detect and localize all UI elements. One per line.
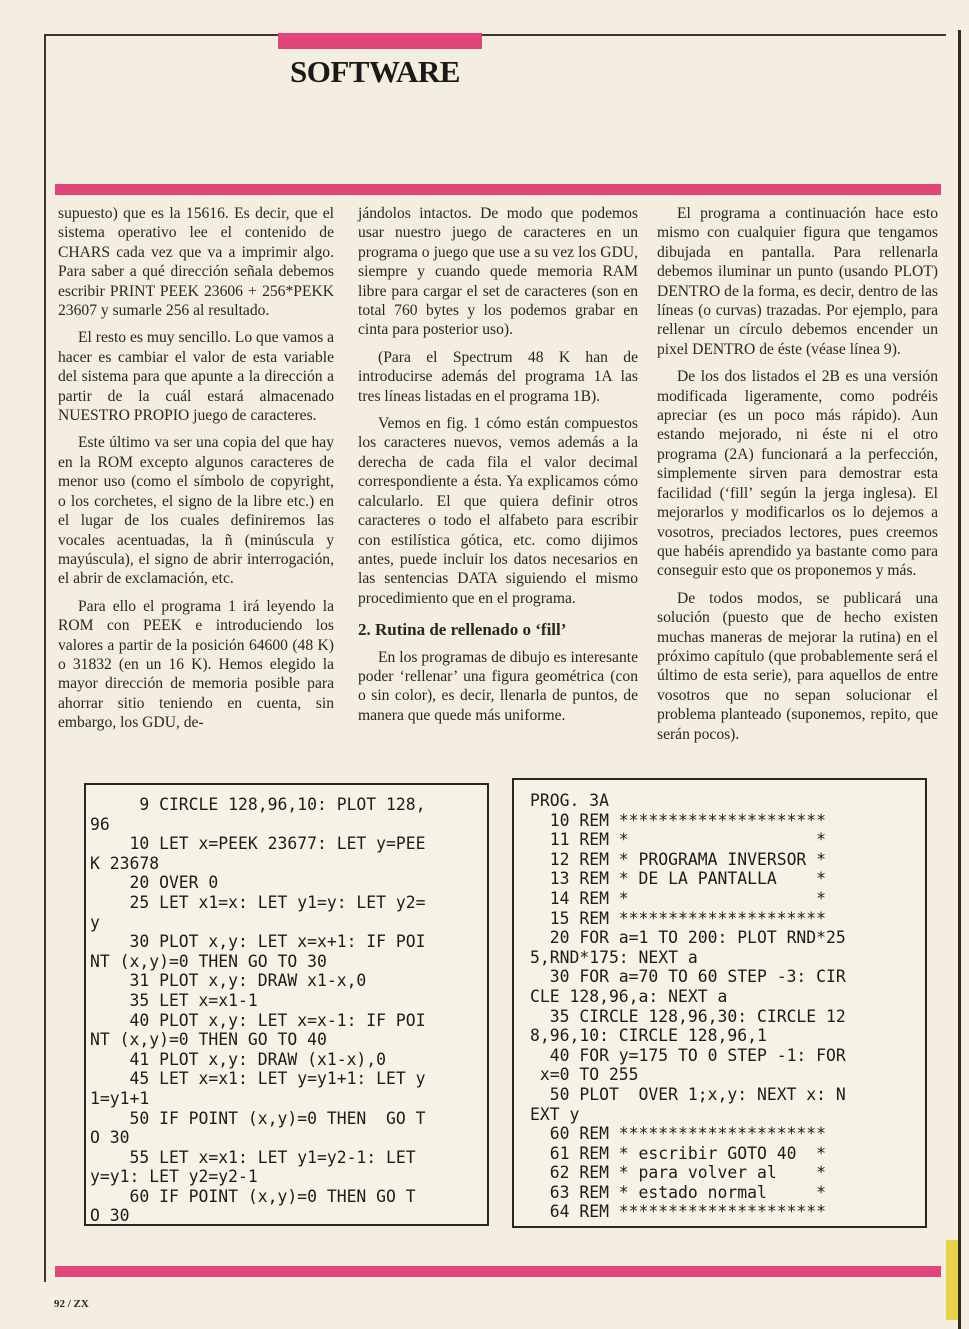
code-line: 20 FOR a=1 TO 200: PLOT RND*25: [530, 928, 846, 948]
code-line: 60 IF POINT (x,y)=0 THEN GO T: [90, 1186, 416, 1206]
code-line: 45 LET x=x1: LET y=y1+1: LET y: [90, 1069, 426, 1089]
code-line: O 30: [90, 1128, 130, 1148]
paragraph: Para ello el programa 1 irá leyendo la ROM con PEEK e introduciendo los valores a partir de la posición 64600 (48 K) o 31832 (en un 16 K). Hemos elegido la mayor dirección de memoria posible para ahorrar sitio teniendo en cuenta, sin embargo, los GDU, de-: [58, 597, 334, 732]
code-line: y=y1: LET y2=y2-1: [90, 1167, 258, 1187]
code-line: 96: [90, 814, 110, 834]
code-line: NT (x,y)=0 THEN GO TO 30: [90, 951, 327, 971]
paragraph: supuesto) que es la 15616. Es decir, que el sistema operativo lee el contenido de CHARS cada vez que va a imprimir algo. Para saber a qué dirección señala debemos escribir PRINT PEEK 23606 + 256*PEKK 23607 y sumarle 256 al resultado.: [58, 205, 334, 320]
page-edge-tab: [946, 1240, 958, 1320]
article-column-1: [58, 204, 334, 741]
code-line: 55 LET x=x1: LET y1=y2-1: LET: [90, 1147, 416, 1167]
paragraph: El programa a continuación hace esto mismo con cualquier figura que tengamos dibujada en pantalla. Para rellenarla debemos iluminar un punto (usando PLOT) DENTRO de la forma, es decir, dentro de las líneas (o curvas) trazadas. Por ejemplo, para rellenar un círculo debemos encender un pixel DENTRO de éste (véase línea 9).: [657, 205, 938, 358]
paragraph: (Para el Spectrum 48 K han de introducirse además del programa 1A las tres líneas listadas en el programa 1B).: [358, 348, 638, 405]
page-number: 92 / ZX: [54, 1298, 89, 1310]
code-line: 11 REM * *: [530, 830, 827, 850]
code-line: EXT y: [530, 1104, 580, 1124]
code-line: PROG. 3A: [530, 791, 609, 810]
frame-left-rule: [44, 34, 46, 1282]
paragraph: El resto es muy sencillo. Lo que vamos a hacer es cambiar el valor de esta variable del sistema para que apunte a la dirección a partir de la cuál estará almacenado NUESTRO PROPIO juego de caracteres.: [58, 329, 334, 425]
code-line: 1=y1+1: [90, 1088, 150, 1108]
code-line: 10 REM *********************: [530, 810, 827, 830]
code-listing-inverter: [512, 778, 927, 1228]
section-title: SOFTWARE: [290, 54, 460, 89]
code-line: 62 REM * para volver al *: [530, 1163, 827, 1183]
code-line: 10 LET x=PEEK 23677: LET y=PEE: [90, 834, 426, 854]
code-line: NT (x,y)=0 THEN GO TO 40: [90, 1030, 327, 1050]
code-line: 13 REM * DE LA PANTALLA *: [530, 869, 827, 889]
code-line: 25 LET x1=x: LET y1=y: LET y2=: [90, 892, 426, 912]
code-line: 35 CIRCLE 128,96,30: CIRCLE 12: [530, 1006, 846, 1026]
code-line: 50 PLOT OVER 1;x,y: NEXT x: N: [530, 1084, 846, 1104]
page-edge: [958, 30, 961, 1329]
top-divider-bar: [55, 184, 941, 195]
code-line: y: [90, 912, 100, 932]
subheading: 2. Rutina de rellenado o ‘fill’: [358, 620, 567, 640]
code-line: 64 REM *********************: [530, 1202, 827, 1222]
code-line: 61 REM * escribir GOTO 40 *: [530, 1143, 827, 1163]
code-line: 40 FOR y=175 TO 0 STEP -1: FOR: [530, 1045, 846, 1065]
code-line: 30 FOR a=70 TO 60 STEP -3: CIR: [530, 967, 846, 987]
code-line: 40 PLOT x,y: LET x=x-1: IF POI: [90, 1010, 426, 1030]
code-line: 9 CIRCLE 128,96,10: PLOT 128,: [90, 795, 426, 814]
code-line: 15 REM *********************: [530, 908, 827, 928]
code-line: K 23678: [90, 853, 160, 873]
paragraph: De todos modos, se publicará una solución (puesto que de hecho existen muchas maneras de mejorar la rutina) en el próximo capítulo (que probablemente será el último de esta serie), para aquellos de entre vosotros que no sepan solucionar el problema planteado (suponemos, repito, que serán pocos).: [657, 589, 938, 743]
code-line: CLE 128,96,a: NEXT a: [530, 986, 728, 1006]
code-line: 5,RND*175: NEXT a: [530, 947, 698, 967]
paragraph: jándolos intactos. De modo que podemos usar nuestro juego de caracteres en un programa o juego que use a su vez los GDU, siempre y cuando quede memoria RAM libre para cargar el set de caracteres (son en total 760 bytes y los podemos grabar en cinta para posterior uso).: [358, 205, 638, 339]
code-line: 20 OVER 0: [90, 873, 219, 893]
code-line: 41 PLOT x,y: DRAW (x1-x),0: [90, 1049, 387, 1069]
code-line: 8,96,10: CIRCLE 128,96,1: [530, 1026, 767, 1046]
article-column-3: [657, 204, 938, 752]
frame-top-rule: [46, 34, 946, 36]
paragraph: Este último va ser una copia del que hay en la ROM excepto algunos caracteres de menor uso (como el símbolo de copyright, o los corchetes, el signo de la libre etc.) en el lugar de los cuales definiremos las vocales acentuadas, la ñ (minúscula y mayúscula), el signo de abrir interrogación, el abrir de exclamación, etc.: [58, 434, 334, 588]
article-column-2: [358, 204, 638, 733]
code-line: O 30: [90, 1206, 130, 1226]
code-listing-fill: [84, 783, 489, 1226]
paragraph: Vemos en fig. 1 cómo están compuestos los caracteres nuevos, vemos además a la derecha de cada fila el valor decimal correspondiente a ésta. Ya explicamos cómo calcularlo. El que quiera definir otros caracteres o todo el alfabeto para escribir con estilística gótica, etc. como dijimos antes, puede incluir los datos necesarios en las sentencias DATA siguiendo el mismo procedimiento que en el programa.: [358, 415, 638, 607]
code-line: 14 REM * *: [530, 888, 827, 908]
code-line: 60 REM *********************: [530, 1124, 827, 1144]
paragraph: En los programas de dibujo es interesante poder ‘rellenar’ una figura geométrica (con o sin color), es decir, llenarla de puntos, de manera que quede más uniforme.: [358, 648, 638, 724]
code-line: x=0 TO 255: [530, 1065, 639, 1085]
code-line: 63 REM * estado normal *: [530, 1182, 827, 1202]
code-line: 35 LET x=x1-1: [90, 990, 258, 1010]
code-line: 50 IF POINT (x,y)=0 THEN GO T: [90, 1108, 426, 1128]
code-line: 12 REM * PROGRAMA INVERSOR *: [530, 849, 827, 869]
code-line: 31 PLOT x,y: DRAW x1-x,0: [90, 971, 367, 991]
header-accent-bar: [278, 33, 482, 49]
paragraph: De los dos listados el 2B es una versión modificada ligeramente, como podréis apreciar (es un poco más rápido). Aun estando mejorado, ni éste ni el otro programa (2A) funcionará a la perfección, simplemente sirven para demostrar esta facilidad (‘fill’ según la jerga inglesa). El mejorarlos y modificarlos os lo dejemos a vosotros, preciados lectores, pues creemos que habéis aprendido ya bastante como para conseguir esto que os proponemos y más.: [657, 368, 938, 580]
bottom-divider-bar: [55, 1266, 941, 1277]
code-line: 30 PLOT x,y: LET x=x+1: IF POI: [90, 932, 426, 952]
